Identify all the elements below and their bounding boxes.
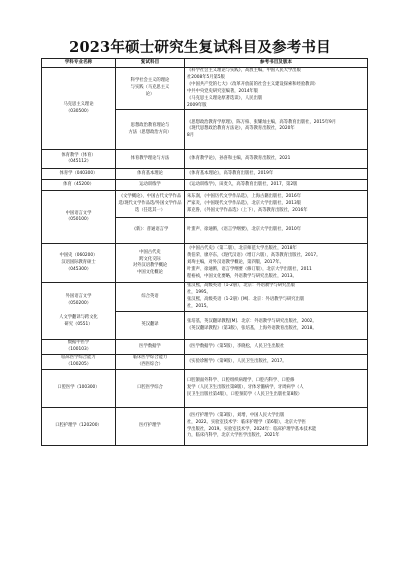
- reference-line: 《现代思想政治教育方法论》，高等教育出版社，2020年: [187, 126, 295, 132]
- reference-line: 《运动训练学》，田麦久，高等教育出版社，2017，第2版: [187, 181, 298, 187]
- major-line: 研究（0551）: [64, 321, 93, 327]
- subject-cell: [116, 408, 185, 446]
- reference-line: 《体育基本理论》，高等教育出版社，2019年: [187, 170, 274, 176]
- major-line: （045112）: [66, 159, 91, 165]
- subject-name: 临床医学综合能力: [132, 355, 168, 361]
- major-line: （045300）: [66, 266, 91, 272]
- reference-line: 张汉熙，高级英语（1-2册），北京：外语教学与研究出版: [187, 283, 295, 289]
- major-cell: [42, 68, 116, 150]
- table-row: [42, 169, 368, 180]
- reference-line: 《中国古代史》（第二版），北京师范大学出版社，2018年: [187, 246, 297, 252]
- major-line: （100103）: [66, 347, 91, 353]
- subject-name: 与实践（马克思主义: [130, 85, 170, 91]
- table-header-row: [42, 59, 368, 68]
- reference-line: 《科学社会主义理论与实践》，高放主编，中国人民大学出版: [187, 68, 301, 73]
- reference-line: 《医学数据学》（第5版），李晓松，人民卫生出版社: [187, 343, 285, 349]
- subject-name: 医学数据学: [139, 343, 161, 349]
- subjects-table: [41, 58, 368, 446]
- subject-name: （西医综合）: [137, 362, 163, 368]
- subject-name: 口腔医学综合: [137, 385, 163, 391]
- table-row: [42, 191, 368, 218]
- references-cell: [185, 191, 368, 218]
- reference-line: 复学（人民卫生出版社第8版），牙体牙髓病学，牙周病学（人: [187, 385, 304, 391]
- major-cell: [42, 283, 116, 340]
- subject-name: 中国古代史: [139, 249, 161, 255]
- reference-line: 朱东润，《中国历代文学作品选》，上海古籍出版社，2016年: [187, 193, 302, 199]
- table-body: [42, 68, 368, 446]
- subject-cell: [116, 283, 185, 312]
- table-row: [42, 150, 368, 169]
- table-row: [42, 68, 368, 110]
- subject-name: 运动训练学: [139, 181, 161, 187]
- references-cell: [185, 244, 368, 283]
- references-cell: [185, 312, 368, 340]
- subject-cell: [116, 191, 185, 218]
- subject-name: 科学社会主义的理论: [130, 78, 170, 84]
- header-references: 参考书目及版本: [185, 59, 368, 68]
- references-cell: [185, 355, 368, 370]
- reference-line: 社，2015。: [187, 304, 211, 310]
- reference-line: 口腔颌面外科学、口腔组织病理学、口腔内科学、口腔修: [187, 378, 295, 384]
- subject-name: 思想政治教育理论与: [130, 123, 170, 129]
- references-cell: [185, 370, 368, 408]
- major-cell: [42, 150, 116, 169]
- reference-line: 中共中央党史研究室编著，2014年版: [187, 88, 259, 94]
- reference-line: 《思想政治教育学原理》，陈万柏、张耀灿主编，高等教育出版社，2015年9月: [187, 119, 337, 125]
- major-line: 体育（45200）: [63, 181, 94, 187]
- major-line: （050100）: [66, 217, 91, 223]
- subject-name: 方法（思想政治方向）: [128, 129, 172, 135]
- major-cell: [42, 169, 116, 180]
- major-cell: [42, 355, 116, 370]
- subject-name: 医疗护理学: [139, 423, 161, 429]
- subject-name: 对外汉语教学概论: [132, 263, 168, 269]
- reference-line: 张培基，英汉翻译教程[M]．北京：外语教学与研究出版社，2002。: [187, 318, 317, 324]
- subject-name: 《文学概论》、中国古代文学作品选/现代文学作品选/外国文学作品选（任选其一）: [118, 193, 182, 213]
- reference-line: 《英汉翻译教程》（第3版），张培基，上海外语教育出版社，2018。: [187, 325, 317, 331]
- table-row: [42, 340, 368, 355]
- subject-cell: [116, 110, 185, 150]
- table-row: [42, 244, 368, 283]
- major-line: 体育学（040300）: [59, 170, 98, 176]
- major-line: 汉语国际教育硕士: [61, 259, 96, 265]
- major-cell: [42, 244, 116, 283]
- reference-line: 程裕祯，中国文化要略，外语教学与研究出版社，2013。: [187, 273, 297, 279]
- subject-name: 综合英语: [141, 293, 159, 299]
- major-line: 中国语言文学: [65, 210, 92, 216]
- major-line: 外国语言文学: [65, 293, 92, 299]
- subject-name: 体育基本理论: [137, 170, 163, 176]
- reference-line: 《实验诊断学》（第9版），人民卫生出版社，2017。: [187, 358, 287, 364]
- subject-cell: [116, 340, 185, 355]
- page-title: 2023年硕士研究生复试科目及参考书目: [69, 39, 331, 56]
- references-cell: [185, 150, 368, 169]
- major-line: （100205）: [66, 362, 91, 368]
- major-cell: [42, 191, 116, 244]
- references-cell: [185, 68, 368, 110]
- major-line: （050200）: [66, 300, 91, 306]
- subject-cell: [116, 169, 185, 180]
- reference-line: 叶蜚声、徐通锵，《语言学纲要》，北京大学出版社，2010年: [187, 227, 302, 233]
- reference-line: 社，1995。: [187, 290, 211, 296]
- references-cell: [185, 283, 368, 312]
- subject-name: 体育教学理论与方法: [130, 155, 170, 161]
- major-cell: [42, 408, 116, 446]
- subject-name: 英汉翻译: [141, 322, 159, 328]
- reference-line: 叶蜚声、徐通锵，语言学纲要（修订版），北京大学出版社，2011: [187, 266, 312, 272]
- subject-name: 跨文化交际: [139, 256, 161, 262]
- subject-cell: [116, 68, 185, 110]
- major-line: 口腔医学（100300）: [57, 385, 100, 391]
- reference-line: 力，临床内科学，北京大学医学出版社，2021年: [187, 433, 280, 439]
- reference-line: 社2008年5月第5版: [187, 74, 225, 80]
- reference-line: 《体育教学论》，孙喜和主编，高等教育出版社，2021: [187, 155, 291, 161]
- reference-line: 刘珣主编，对外汉语教学概论，第四版，2017年。: [187, 259, 284, 265]
- reference-line: 社，2022。实验室技术学：临床护理学（第6版），北京大学医: [187, 419, 306, 425]
- subject-cell: [116, 355, 185, 370]
- subject-cell: [116, 180, 185, 191]
- subject-name: 中国文化概论: [137, 270, 163, 276]
- major-line: 马克思主义理论: [63, 101, 94, 107]
- reference-line: 学出版社，2019。实验室技术学，2024年：临床护理学基本技术能: [187, 426, 317, 432]
- reference-line: 《马克思主义理论原著选读》，人民出版: [187, 95, 263, 101]
- subject-name: 论）: [145, 92, 155, 98]
- references-cell: [185, 408, 368, 446]
- reference-line: 黄伯荣、廖序东，《现代汉语》（增订六版），高等教育出版社，2017。: [187, 253, 321, 259]
- reference-line: 张汉熙，高级英语（1-2册）[M]．北京：外语教学与研究出版: [187, 297, 305, 303]
- major-cell: [42, 370, 116, 408]
- reference-line: 《医疗护理学》（第3版），刘增，中国人民大学出版: [187, 412, 285, 418]
- subject-cell: [116, 217, 185, 244]
- major-line: 口腔护理学（120200）: [55, 423, 102, 429]
- table-row: [42, 283, 368, 312]
- major-line: [44, 308, 113, 315]
- major-line: （030500）: [66, 108, 91, 114]
- subject-name: 《新》：普通语言学: [131, 227, 169, 233]
- subject-cell: [116, 370, 185, 408]
- references-cell: [185, 110, 368, 150]
- reference-line: 8月: [187, 133, 195, 139]
- references-cell: [185, 180, 368, 191]
- table-row: [42, 370, 368, 408]
- reference-line: 2009年版: [187, 102, 207, 108]
- major-cell: [42, 340, 116, 355]
- major-line: 中国史（060200）: [59, 253, 98, 259]
- subject-cell: [116, 312, 185, 340]
- major-line: 数据中医学: [67, 340, 90, 346]
- references-cell: [185, 217, 368, 244]
- reference-line: 民卫生出版社第4版），口腔预防学（人民卫生出版社第8版）: [187, 392, 303, 398]
- subject-cell: [116, 244, 185, 283]
- table-row: [42, 180, 368, 191]
- reference-line: 严家炎，《中国现代文学作品选》，北京大学出版社，2013版: [187, 200, 302, 206]
- references-cell: [185, 340, 368, 355]
- header-subject: 复试科目: [116, 59, 185, 68]
- major-cell: [42, 180, 116, 191]
- reference-line: 郑克鲁，《外国文学作品选》（上下），高等教育出版社，2016年: [187, 207, 308, 213]
- subject-cell: [116, 150, 185, 169]
- table-row: [42, 408, 368, 446]
- major-line: 人文学翻译与跨文化: [59, 314, 98, 320]
- reference-line: 《中国共产党的七大》（改革开放前的社会主义建设探索和经验教训）: [187, 81, 319, 87]
- header-major: 学科专业名称: [42, 59, 116, 68]
- table-row: [42, 355, 368, 370]
- references-cell: [185, 169, 368, 180]
- major-line: 临床医学综合能力: [61, 355, 96, 361]
- major-line: 体育教学（体育）: [61, 152, 96, 158]
